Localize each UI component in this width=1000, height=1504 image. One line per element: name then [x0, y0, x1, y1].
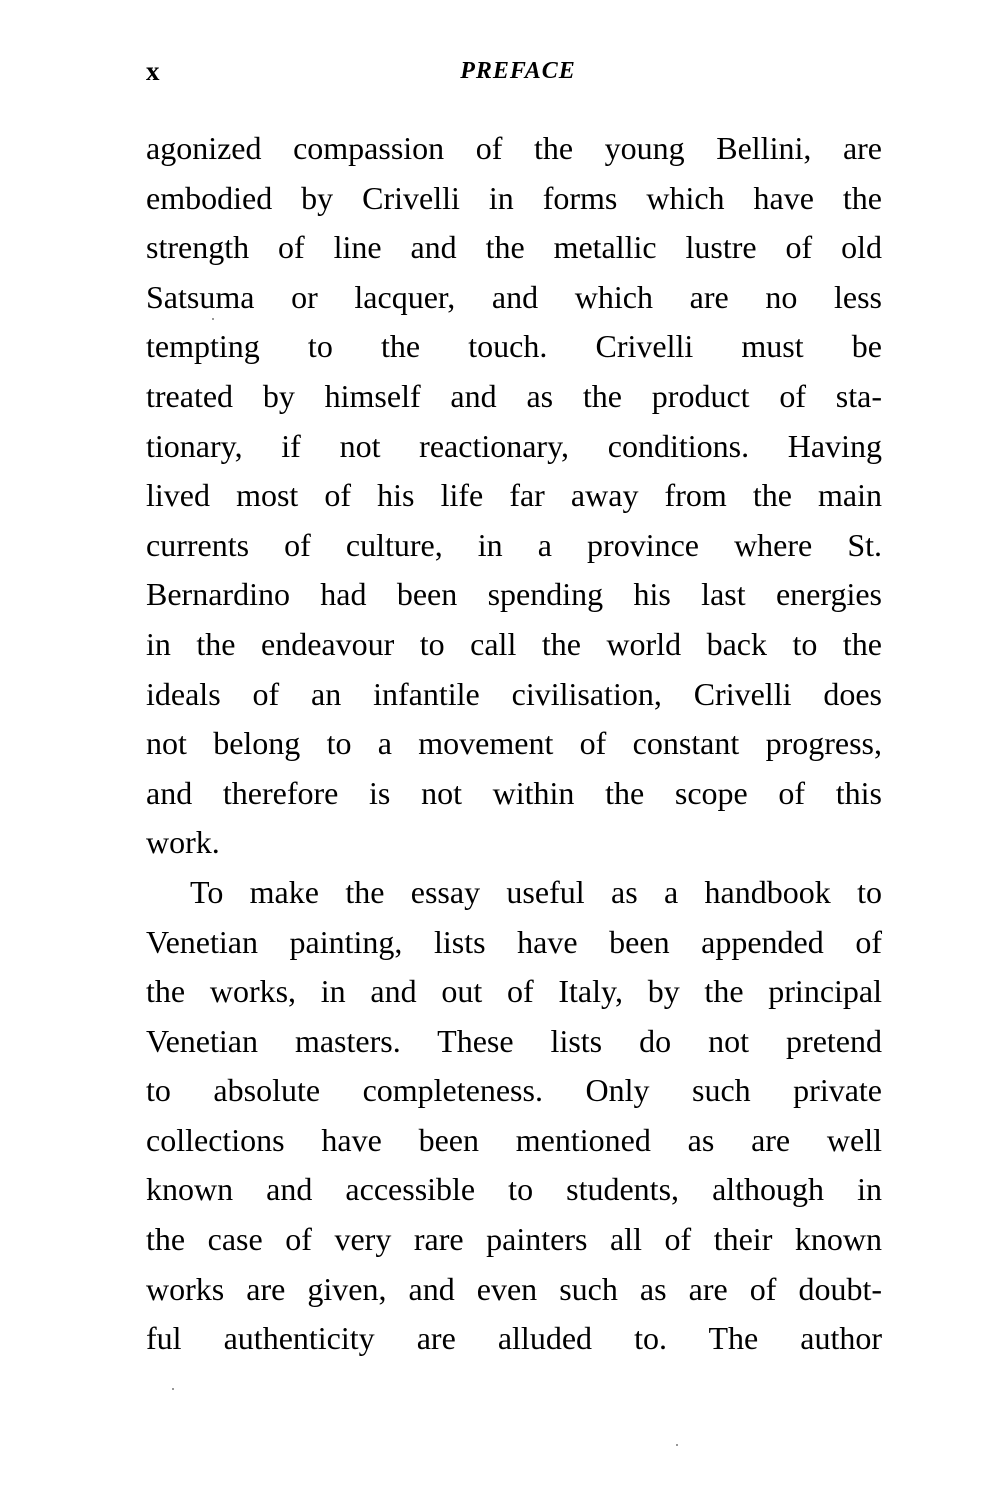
text-line: and therefore is not within the scope of this: [146, 774, 882, 811]
text-line: collections have been mentioned as are well: [146, 1121, 882, 1158]
text-line: agonized compassion of the young Bellini, are: [146, 130, 882, 166]
running-title: PREFACE: [460, 58, 576, 84]
text-line: Satsuma or lacquer, and which are no less: [146, 278, 882, 315]
text-line: tempting to the touch. Crivelli must be: [146, 328, 882, 365]
text-line: known and accessible to students, although in: [146, 1171, 882, 1208]
text-line: ideals of an infantile civilisation, Crivelli does: [146, 675, 882, 712]
running-head: [146, 54, 882, 88]
paragraph-2: [146, 868, 882, 1364]
text-line: the works, in and out of Italy, by the principal: [146, 973, 882, 1010]
paragraph-1: [146, 124, 882, 868]
text-line: in the endeavour to call the world back to the: [146, 625, 882, 662]
text-line: strength of line and the metallic lustre of old: [146, 229, 882, 266]
scan-speck: [172, 1388, 174, 1390]
text-line: Venetian masters. These lists do not pretend: [146, 1022, 882, 1059]
text-line: work.: [146, 824, 220, 861]
text-line: currents of culture, in a province where St.: [146, 526, 882, 563]
text-line: works are given, and even such as are of doubt-: [146, 1270, 882, 1307]
scan-speck: [212, 318, 214, 320]
scan-speck: [676, 1444, 678, 1446]
text-line: lived most of his life far away from the main: [146, 477, 882, 514]
text-line: Bernardino had been spending his last energies: [146, 576, 882, 613]
body-text: [146, 124, 882, 1364]
text-line: tionary, if not reactionary, conditions. Having: [146, 427, 882, 464]
text-line: ful authenticity are alluded to. The author: [146, 1320, 882, 1357]
text-line: not belong to a movement of constant progress,: [146, 725, 882, 762]
text-line: To make the essay useful as a handbook to: [190, 873, 882, 910]
text-line: embodied by Crivelli in forms which have the: [146, 179, 882, 216]
text-line: to absolute completeness. Only such private: [146, 1072, 882, 1109]
page-number: x: [146, 56, 160, 86]
text-line: Venetian painting, lists have been appended of: [146, 923, 882, 960]
text-line: the case of very rare painters all of their known: [146, 1221, 882, 1258]
text-line: treated by himself and as the product of sta-: [146, 377, 882, 414]
